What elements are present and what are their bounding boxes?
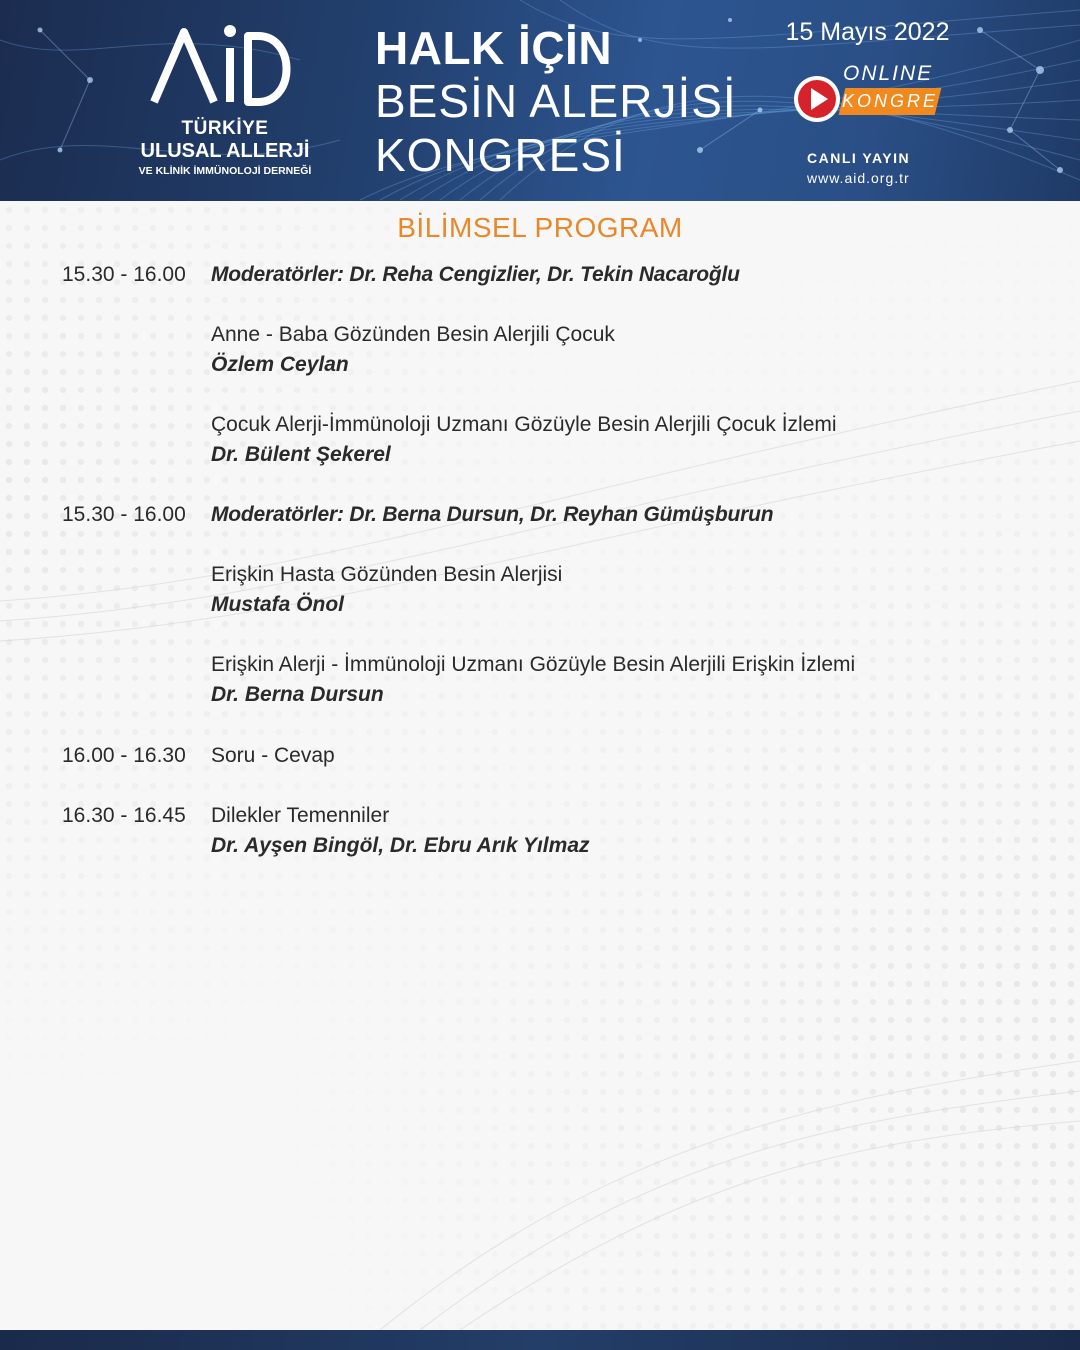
session-time: 16.30 - 16.45 [62, 804, 186, 827]
session-moderators: Moderatörler: Dr. Berna Dursun, Dr. Reyhan Gümüşburun [211, 503, 774, 526]
session-time: 15.30 - 16.00 [62, 263, 186, 286]
talk-title: Çocuk Alerji-İmmünoloji Uzmanı Gözüyle Besin Alerjili Çocuk İzlemi [211, 413, 837, 436]
talk-title: Anne - Baba Gözünden Besin Alerjili Çocuk [211, 323, 615, 346]
title-line-1: HALK İÇİN [375, 22, 613, 74]
logo-line-3: VE KLİNİK İMMÜNOLOJİ DERNEĞİ [138, 165, 312, 177]
talk-speaker: Dr. Bülent Şekerel [211, 443, 391, 466]
talk-title: Erişkin Alerji - İmmünoloji Uzmanı Gözüyle Besin Alerjili Erişkin İzlemi [211, 653, 856, 676]
website-link[interactable]: www.aid.org.tr [807, 170, 910, 186]
talk-speaker: Mustafa Önol [211, 593, 345, 616]
logo-line-2: ULUSAL ALLERJİ [140, 140, 310, 162]
online-label: ONLINE [843, 62, 934, 85]
talk-speaker: Dr. Berna Dursun [211, 683, 384, 706]
section-title: BİLİMSEL PROGRAM [397, 212, 683, 243]
title-line-3: KONGRESİ [375, 129, 626, 181]
session-time: 16.00 - 16.30 [62, 744, 186, 767]
session-title: Dilekler Temenniler [211, 804, 390, 827]
live-broadcast-label: CANLI YAYIN [807, 150, 911, 166]
session-speakers: Dr. Ayşen Bingöl, Dr. Ebru Arık Yılmaz [211, 834, 590, 857]
session-moderators: Moderatörler: Dr. Reha Cengizlier, Dr. Tekin Nacaroğlu [211, 263, 740, 286]
footer-bar [0, 1330, 1080, 1350]
title-line-2: BESİN ALERJİSİ [375, 75, 737, 127]
talk-speaker: Özlem Ceylan [211, 353, 349, 376]
logo-line-1: TÜRKİYE [181, 118, 269, 139]
talk-title: Erişkin Hasta Gözünden Besin Alerjisi [211, 563, 563, 586]
session-time: 15.30 - 16.00 [62, 503, 186, 526]
event-date: 15 Mayıs 2022 [785, 18, 950, 46]
kongre-label: KONGRE [842, 91, 939, 111]
session-title: Soru - Cevap [211, 744, 335, 767]
